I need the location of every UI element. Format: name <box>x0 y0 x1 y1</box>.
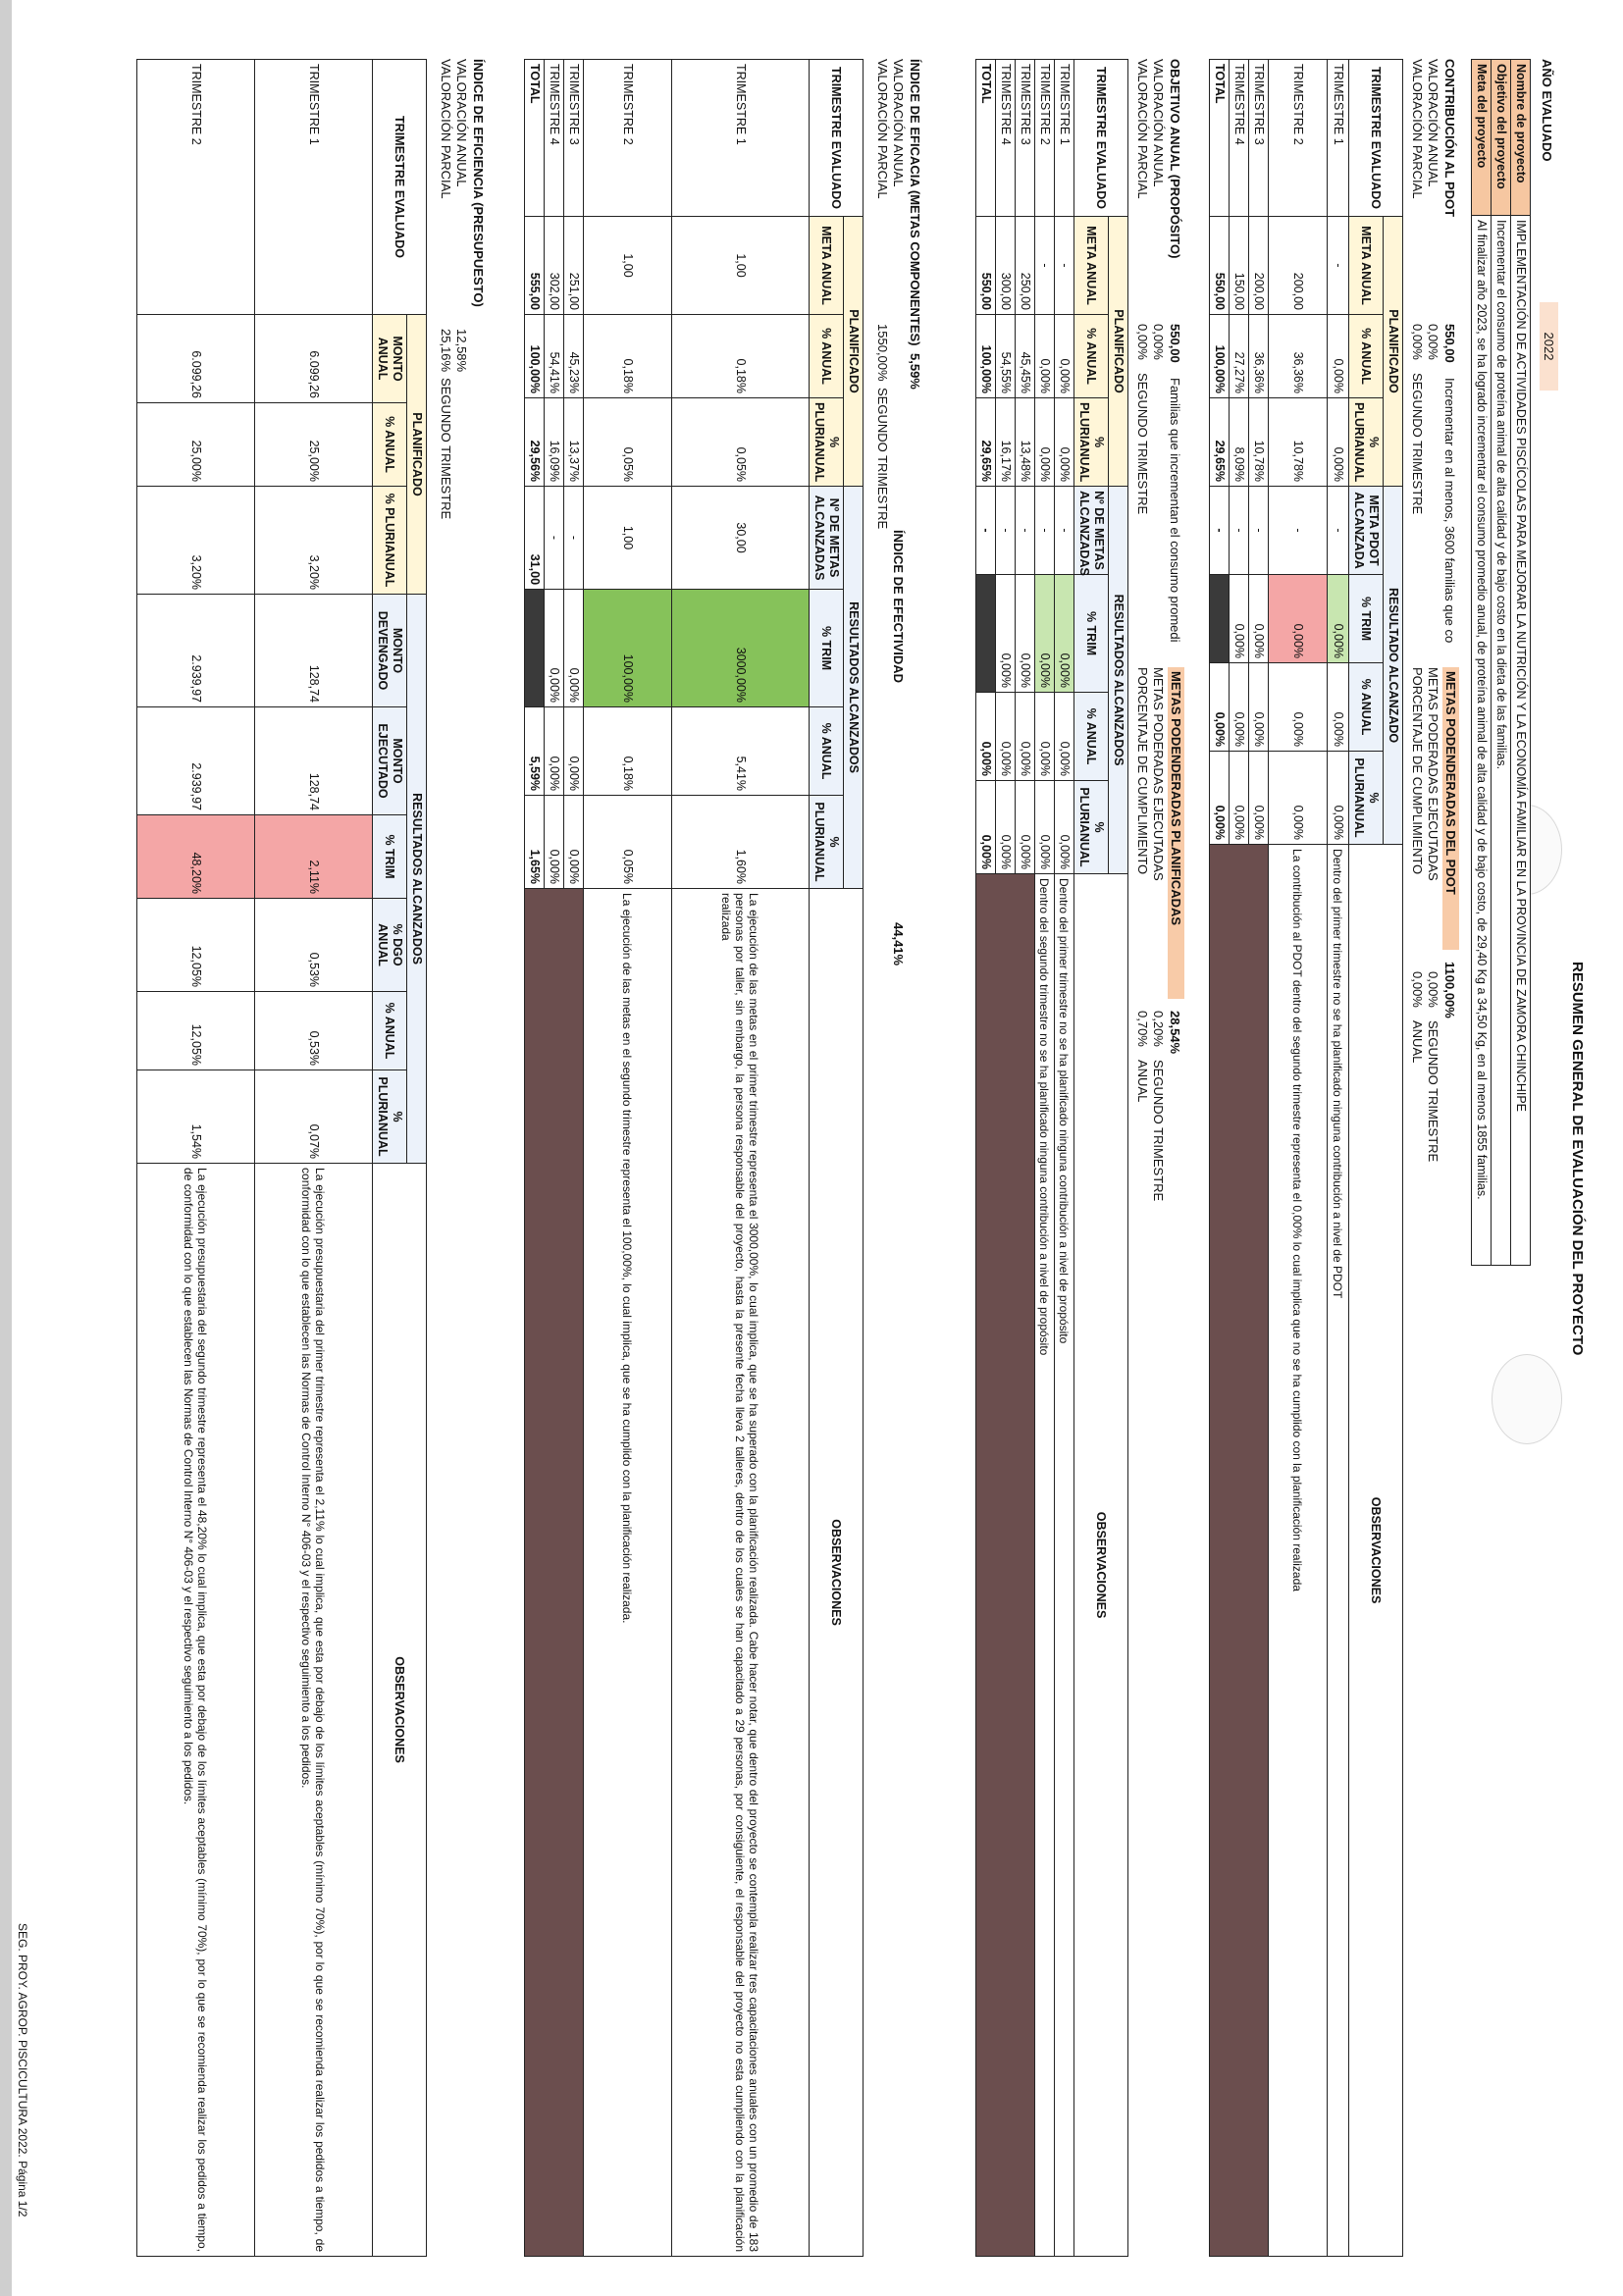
cell-monto: 6.099,26 <box>255 315 373 403</box>
objetivo-label: Objetivo del proyecto <box>1492 60 1511 216</box>
efic-col-meta-alc: Nº DE METAS ALCANZADAS <box>810 487 844 590</box>
cell-obs: La ejecución de las metas en el primer trimestre representa el 3000,00%, lo cual implica, que se ha superado con la planificación realizada. Cabe hacer notar, que dentro del proyecto se contempla realizar tres capacitaciones anuales con un promedio de 183 personas por taller, sin embargo, la persona responsable del proyecto, hasta la presente fecha lleva 2 talleres, dentro de los cuales se han capacitado a 29 personas, por consiguiente, el responsable del proyecto no esta cumpliendo con la planificación realizada <box>672 889 810 2257</box>
cell-r-anual: 0,00% <box>1035 693 1055 781</box>
table-row <box>1328 60 1349 2257</box>
cell-trim: TRIMESTRE 4 <box>545 60 564 217</box>
cell-pct-pluri: 0,05% <box>672 398 810 487</box>
cell-pct-trim: 2,11% <box>255 815 373 899</box>
pdot-col-trim: TRIMESTRE EVALUADO <box>1349 60 1403 217</box>
page-title: RESUMEN GENERAL DE EVALUACIÓN DEL PROYECTO <box>1569 962 1586 1356</box>
efi-col-pct-pluri: % PLURIANUAL <box>373 487 407 595</box>
cell-trim: TRIMESTRE 2 <box>1035 60 1055 217</box>
cell-ejecutado: 128,74 <box>255 707 373 815</box>
cell-dgo-anual: 12,05% <box>137 899 255 992</box>
cell-dark <box>1210 575 1230 663</box>
obj-col-meta-alc: Nº DE METAS ALCANZADAS <box>1074 487 1109 575</box>
cell-r-pluri: 1,54% <box>137 1070 255 1164</box>
cell-r-anual: 12,05% <box>137 992 255 1070</box>
obj-pct-cumpl-note: ANUAL <box>1135 1060 1150 1103</box>
cell-r-anual: 0,00% <box>1055 693 1074 781</box>
cell-pct-anual: 27,27% <box>1230 315 1249 398</box>
obj-val-anual-label: VALORACIÓN ANUAL <box>1151 59 1166 187</box>
cell-r-pluri: 0,00% <box>996 781 1016 874</box>
obj-val-anual: 0,00% <box>1151 324 1166 360</box>
cell-pct-pluri: 16,09% <box>545 398 564 487</box>
pdot-label: CONTRIBUCIÓN AL PDOT <box>1442 59 1457 218</box>
cell-alc: - <box>1230 487 1249 575</box>
cell-r-anual: 0,18% <box>584 707 672 796</box>
cell-obs: Dentro del primer trimestre no se ha planificado ninguna contribución a nivel de propósito <box>1055 874 1074 2257</box>
obj-value: 550,00 <box>1168 324 1182 363</box>
cell-r-pluri: 0,00% <box>1230 752 1249 845</box>
obj-val-parcial: 0,00% <box>1135 324 1150 360</box>
table-row <box>255 60 373 2257</box>
cell-alc: 1,00 <box>584 487 672 590</box>
table-row <box>584 60 672 2257</box>
eficacia-value: 5,59% <box>908 353 922 390</box>
cell-r-anual: 0,00% <box>1016 693 1035 781</box>
obj-col-pct-trim: % TRIM <box>1074 575 1109 693</box>
cell-total-label: TOTAL <box>525 60 545 217</box>
cell-r-anual: 0,00% <box>1269 663 1328 752</box>
pdot-col-r-pluri: % PLURIANUAL <box>1349 752 1384 845</box>
efi-col-obs: OBSERVACIONES <box>373 1164 427 2257</box>
cell-r-pluri: 0,00% <box>1328 752 1349 845</box>
objetivo-table <box>975 59 1128 2257</box>
cell-alc: - <box>1210 487 1230 575</box>
efic-col-resultado: RESULTADOS ALCANZADOS <box>844 487 864 889</box>
cell-trim: TRIMESTRE 3 <box>564 60 584 217</box>
cell-trim: TRIMESTRE 4 <box>1230 60 1249 217</box>
efi-col-r-anual: % ANUAL <box>373 992 407 1070</box>
cell-dark <box>976 575 996 693</box>
cell-pct-pluri: 10,78% <box>1269 398 1328 487</box>
table-row <box>1035 60 1055 2257</box>
cell-pct-anual: 54,55% <box>996 315 1016 398</box>
cell-r-anual: 5,59% <box>525 707 545 796</box>
table-row <box>1249 60 1269 2257</box>
cell-pct-anual: 0,00% <box>1328 315 1349 398</box>
table-row <box>1016 60 1035 2257</box>
cell-r-anual: 0,00% <box>976 693 996 781</box>
cell-meta: 200,00 <box>1269 217 1328 315</box>
efi-col-dgo-anual: % DGO ANUAL <box>373 899 407 992</box>
efectividad-label: ÍNDICE DE EFECTIVIDAD <box>891 530 906 684</box>
cell-r-pluri: 0,00% <box>1269 752 1328 845</box>
eficiencia-table <box>136 59 427 2257</box>
cell-r-pluri: 0,00% <box>564 796 584 889</box>
eficacia-val-anual-label: VALORACIÓN ANUAL <box>891 59 906 187</box>
efic-col-meta-anual: META ANUAL <box>810 217 844 315</box>
pdot-col-r-anual: % ANUAL <box>1349 663 1384 752</box>
eficiencia-val-anual-label: VALORACIÓN ANUAL <box>454 59 469 187</box>
cell-r-pluri: 0,00% <box>976 781 996 874</box>
cell-pct-anual: 45,45% <box>1016 315 1035 398</box>
obj-col-resultado: RESULTADOS ALCANZADOS <box>1109 487 1128 874</box>
cell-r-pluri: 1,60% <box>672 796 810 889</box>
nombre-label: Nombre de proyecto <box>1511 60 1531 216</box>
table-row <box>1055 60 1074 2257</box>
pdot-pct-cumpl-label: PORCENTAJE DE CUMPLIMIENTO <box>1410 667 1425 875</box>
pdot-col-meta-alc: META PDOT ALCANZADA <box>1349 487 1384 575</box>
pdot-table <box>1209 59 1403 2257</box>
cell-trim: TRIMESTRE 4 <box>996 60 1016 217</box>
efic-col-obs: OBSERVACIONES <box>810 889 864 2257</box>
pdot-pct-cumpl-value: 0,00% <box>1410 971 1425 1008</box>
project-info-table <box>1471 59 1531 1266</box>
obj-metas-ejec-label: METAS PODERADAS EJECUTADAS <box>1151 667 1166 881</box>
cell-total-label: TOTAL <box>1210 60 1230 217</box>
cell-pct-pluri: 0,00% <box>1055 398 1074 487</box>
cell-alc: 31,00 <box>525 487 545 590</box>
cell-obs: Dentro del primer trimestre no se ha planificado ninguna contribución a nivel de PDOT <box>1328 845 1349 2257</box>
cell-alc: - <box>545 487 564 590</box>
cell-r-anual: 0,00% <box>545 707 564 796</box>
obj-col-trim: TRIMESTRE EVALUADO <box>1074 60 1128 217</box>
cell-alc: - <box>976 487 996 575</box>
cell-pct-pluri: 29,65% <box>1210 398 1230 487</box>
efic-col-pct-pluri: % PLURIANUAL <box>810 398 844 487</box>
cell-r-anual: 0,00% <box>1328 663 1349 752</box>
table-row <box>137 60 255 2257</box>
efic-col-r-anual: % ANUAL <box>810 707 844 796</box>
cell-pct-anual: 0,00% <box>1055 315 1074 398</box>
efic-col-pct-anual: % ANUAL <box>810 315 844 398</box>
cell-r-anual: 0,00% <box>564 707 584 796</box>
cell-alc: 30,00 <box>672 487 810 590</box>
anio-value: 2022 <box>1540 302 1558 391</box>
cell-ejecutado: 2.939,97 <box>137 707 255 815</box>
cell-pct-trim: 0,00% <box>1249 575 1269 663</box>
cell-r-pluri: 0,00% <box>1249 752 1269 845</box>
cell-pct-pluri: 8,09% <box>1230 398 1249 487</box>
cell-pct-anual: 36,36% <box>1249 315 1269 398</box>
cell-pct-trim: 0,00% <box>1269 575 1328 663</box>
pdot-val-parcial-note: SEGUNDO TRIMESTRE <box>1410 373 1425 515</box>
cell-r-pluri: 0,07% <box>255 1070 373 1164</box>
cell-pct-pluri: 13,37% <box>564 398 584 487</box>
cell-pct-pluri: 16,17% <box>996 398 1016 487</box>
cell-obs-empty <box>976 874 1035 2257</box>
cell-trim: TRIMESTRE 1 <box>1328 60 1349 217</box>
cell-pct-anual: 45,23% <box>564 315 584 398</box>
nombre-value: IMPLEMENTACIÓN DE ACTIVIDADES PISCÍCOLAS PARA MEJORAR LA NUTRICIÓN Y LA ECONOMÍA FAMILIAR EN LA PROVINCIA DE ZAMORA CHINCHIPE <box>1511 216 1531 1266</box>
cell-pct-anual: 0,18% <box>672 315 810 398</box>
efi-col-r-pluri: % PLURIANUAL <box>373 1070 407 1164</box>
page-footer: SEG. PROY. AGROP. PISCICULTURA 2022. Página 1/2 <box>16 1923 29 2218</box>
eficacia-val-parcial-label: VALORACIÓN PARCIAL <box>875 59 890 199</box>
cell-r-pluri: 0,05% <box>584 796 672 889</box>
cell-meta: 1,00 <box>672 217 810 315</box>
obj-col-r-anual: % ANUAL <box>1074 693 1109 781</box>
pdot-pct-cumpl-note: ANUAL <box>1410 1020 1425 1064</box>
cell-alc: - <box>1328 487 1349 575</box>
cell-meta: - <box>1035 217 1055 315</box>
obj-metas-ejec-value: 0,20% <box>1151 1011 1166 1047</box>
efic-col-pct-trim: % TRIM <box>810 590 844 707</box>
cell-alc: - <box>1249 487 1269 575</box>
cell-pct-anual: 25,00% <box>255 403 373 487</box>
cell-pct-trim: 48,20% <box>137 815 255 899</box>
cell-obs-empty <box>525 889 584 2257</box>
cell-obs: Dentro del segundo trimestre no se ha planificado ninguna contribución a nivel de propósito <box>1035 874 1055 2257</box>
cell-pct-anual: 0,00% <box>1035 315 1055 398</box>
cell-r-anual: 5,41% <box>672 707 810 796</box>
obj-val-parcial-note: SEGUNDO TRIMESTRE <box>1135 373 1150 515</box>
cell-meta: - <box>1055 217 1074 315</box>
obj-metas-pond-value: 28,54% <box>1168 1011 1182 1055</box>
table-row <box>1269 60 1328 2257</box>
cell-obs-empty <box>1210 845 1269 2257</box>
cell-pct-anual: 25,00% <box>137 403 255 487</box>
eficiencia-val-parcial-note: SEGUNDO TRIMESTRE <box>439 378 453 520</box>
cell-devengado: 128,74 <box>255 595 373 707</box>
cell-pct-pluri: 0,00% <box>1035 398 1055 487</box>
cell-pct-trim: 0,00% <box>1035 575 1055 693</box>
cell-pct-anual: 36,36% <box>1269 315 1328 398</box>
cell-trim: TRIMESTRE 2 <box>137 60 255 315</box>
meta-label: Meta del proyecto <box>1472 60 1492 216</box>
eficacia-val-parcial: 1550,00% <box>875 324 890 382</box>
cell-pct-trim: 0,00% <box>564 590 584 707</box>
efi-col-resultado: RESULTADOS ALCANZADOS <box>407 595 427 1164</box>
cell-pct-trim: 100,00% <box>584 590 672 707</box>
pdot-col-meta-anual: META ANUAL <box>1349 217 1384 315</box>
cell-meta: 555,00 <box>525 217 545 315</box>
obj-val-parcial-label: VALORACIÓN PARCIAL <box>1135 59 1150 199</box>
cell-pct-pluri: 0,00% <box>1328 398 1349 487</box>
cell-trim: TRIMESTRE 1 <box>672 60 810 217</box>
cell-pct-anual: 100,00% <box>976 315 996 398</box>
cell-trim: TRIMESTRE 1 <box>1055 60 1074 217</box>
cell-meta: 250,00 <box>1016 217 1035 315</box>
cell-pct-trim: 0,00% <box>996 575 1016 693</box>
pdot-value: 550,00 <box>1442 324 1457 363</box>
efi-col-devengado: MONTO DEVENGADO <box>373 595 407 707</box>
pdot-val-anual: 0,00% <box>1426 324 1440 360</box>
pdot-metas-ejec-note: SEGUNDO TRIMESTRE <box>1426 1020 1440 1163</box>
efi-col-monto-anual: MONTO ANUAL <box>373 315 407 403</box>
cell-pct-pluri: 10,78% <box>1249 398 1269 487</box>
efic-col-r-pluri: % PLURIANUAL <box>810 796 844 889</box>
efic-col-planificado: PLANIFICADO <box>844 217 864 487</box>
obj-col-obs: OBSERVACIONES <box>1074 874 1128 2257</box>
cell-pct-trim: 0,00% <box>1328 575 1349 663</box>
eficacia-table <box>524 59 864 2257</box>
eficiencia-val-anual: 12,58% <box>454 329 469 373</box>
efi-col-trim: TRIMESTRE EVALUADO <box>373 60 427 315</box>
cell-trim: TRIMESTRE 1 <box>255 60 373 315</box>
cell-pct-anual: 0,18% <box>584 315 672 398</box>
cell-alc: - <box>564 487 584 590</box>
efi-col-planificado: PLANIFICADO <box>407 315 427 595</box>
cell-pct-trim: 0,00% <box>1016 575 1035 693</box>
cell-obs: La ejecución presupuestaria del segundo trimestre representa el 48,20% lo cual implica, que esta por debajo de los límites aceptables (mínimo 70%), por lo que se recomienda realizar los pedidos a tiempo, de conformidad con lo que establecen las Normas de Control Interno N° 406-03 y el respectivo seguimiento a los pedidos. <box>137 1164 255 2257</box>
cell-r-pluri: 0,00% <box>1210 752 1230 845</box>
objetivo-value: Incrementar el consumo de proteína animal de alta calidad y de bajo costo en la dieta de las familias. <box>1492 216 1511 1266</box>
cell-dark <box>525 590 545 707</box>
anio-label: AÑO EVALUADO <box>1540 59 1554 162</box>
cell-trim: TRIMESTRE 2 <box>1269 60 1328 217</box>
obj-col-planificado: PLANIFICADO <box>1109 217 1128 487</box>
pdot-col-resultado: RESULTADO ALCANZADO <box>1384 487 1403 845</box>
efectividad-value: 44,41% <box>891 922 906 966</box>
efi-col-pct-anual: % ANUAL <box>373 403 407 487</box>
cell-r-pluri: 0,00% <box>1035 781 1055 874</box>
cell-meta: 150,00 <box>1230 217 1249 315</box>
cell-meta: 200,00 <box>1249 217 1269 315</box>
cell-meta: 550,00 <box>976 217 996 315</box>
eficiencia-label: ÍNDICE DE EFICIENCIA (PRESUPUESTO) <box>471 59 486 307</box>
efi-col-ejecutado: MONTO EJECUTADO <box>373 707 407 815</box>
cell-alc: - <box>996 487 1016 575</box>
cell-obs: La ejecución de las metas en el segundo trimestre representa el 100,00%, lo cual implica, que se ha cumplido con la planificación realizada. <box>584 889 672 2257</box>
cell-pct-trim: 3000,00% <box>672 590 810 707</box>
table-row <box>564 60 584 2257</box>
pdot-metas-pond-label: METAS PODENDERADAS DEL PDOT <box>1442 667 1459 950</box>
cell-r-pluri: 1,65% <box>525 796 545 889</box>
cell-devengado: 2.939,97 <box>137 595 255 707</box>
cell-meta: 550,00 <box>1210 217 1230 315</box>
cell-r-anual: 0,00% <box>1210 663 1230 752</box>
cell-pct-pluri: 29,56% <box>525 398 545 487</box>
table-row <box>672 60 810 2257</box>
pdot-val-anual-label: VALORACIÓN ANUAL <box>1426 59 1440 187</box>
cell-pct-pluri: 3,20% <box>137 487 255 595</box>
pdot-val-parcial-label: VALORACIÓN PARCIAL <box>1410 59 1425 199</box>
cell-monto: 6.099,26 <box>137 315 255 403</box>
cell-meta: - <box>1328 217 1349 315</box>
cell-trim: TRIMESTRE 3 <box>1249 60 1269 217</box>
cell-alc: - <box>1269 487 1328 575</box>
pdot-col-pct-pluri: % PLURIANUAL <box>1349 398 1384 487</box>
obj-col-r-pluri: % PLURIANUAL <box>1074 781 1109 874</box>
eficacia-label: ÍNDICE DE EFICACIA (METAS COMPONENTES) <box>908 59 922 346</box>
obj-col-meta-anual: META ANUAL <box>1074 217 1109 315</box>
pdot-metas-ejec-label: METAS PODERADAS EJECUTADAS <box>1426 667 1440 881</box>
cell-pct-anual: 100,00% <box>525 315 545 398</box>
eficiencia-val-parcial: 25,16% <box>439 329 453 373</box>
cell-r-pluri: 0,00% <box>1055 781 1074 874</box>
cell-meta: 251,00 <box>564 217 584 315</box>
cell-alc: - <box>1035 487 1055 575</box>
cell-pct-trim: 0,00% <box>545 590 564 707</box>
pdot-metas-ejec-value: 0,00% <box>1426 971 1440 1008</box>
cell-r-anual: 0,53% <box>255 992 373 1070</box>
cell-r-anual: 0,00% <box>996 693 1016 781</box>
cell-trim: TRIMESTRE 2 <box>584 60 672 217</box>
cell-r-anual: 0,00% <box>1249 663 1269 752</box>
cell-pct-anual: 100,00% <box>1210 315 1230 398</box>
cell-r-anual: 0,00% <box>1230 663 1249 752</box>
cell-pct-pluri: 0,05% <box>584 398 672 487</box>
meta-value: Al finalizar año 2023, se ha logrado incrementar el consumo promedio anual, de proteína animal de alta calidad y de bajo costo, de 29,40 Kg a 34,50 Kg, en al menos 1855 familias. <box>1472 216 1492 1266</box>
obj-metas-pond-label: METAS PODENDERADAS PLANIFICADAS <box>1168 667 1184 999</box>
cell-obs: La contribución al PDOT dentro del segundo trimestre representa el 0,00% lo cual implica que no se ha cumplido con la planificación realizada <box>1269 845 1328 2257</box>
pdot-desc: Incrementar en al menos, 3600 familias que co <box>1442 378 1457 644</box>
obj-col-pct-anual: % ANUAL <box>1074 315 1109 398</box>
cell-total-label: TOTAL <box>976 60 996 217</box>
cell-alc: - <box>1016 487 1035 575</box>
cell-meta: 1,00 <box>584 217 672 315</box>
cell-dgo-anual: 0,53% <box>255 899 373 992</box>
cell-r-pluri: 0,00% <box>545 796 564 889</box>
cell-alc: - <box>1055 487 1074 575</box>
pdot-col-obs: OBSERVACIONES <box>1349 845 1403 2257</box>
obj-label: OBJETIVO ANUAL (PROPÓSITO) <box>1168 59 1182 259</box>
obj-col-pct-pluri: % PLURIANUAL <box>1074 398 1109 487</box>
cell-pct-anual: 54,41% <box>545 315 564 398</box>
cell-obs: La ejecución presupuestaria del primer trimestre representa el 2,11% lo cual implica, que esta por debajo de los límites aceptables (mínimo 70%), por lo que se recomienda realizar los pedidos a tiempo, de conformidad con lo que establecen las Normas de Control Interno N° 406-03 y el respectivo seguimiento a los pedidos. <box>255 1164 373 2257</box>
cell-trim: TRIMESTRE 3 <box>1016 60 1035 217</box>
document-sheet <box>0 39 1590 2276</box>
cell-meta: 300,00 <box>996 217 1016 315</box>
pdot-col-planificado: PLANIFICADO <box>1384 217 1403 487</box>
obj-metas-ejec-note: SEGUNDO TRIMESTRE <box>1151 1060 1166 1202</box>
efi-col-pct-trim: % TRIM <box>373 815 407 899</box>
pdot-col-pct-anual: % ANUAL <box>1349 315 1384 398</box>
cell-pct-pluri: 29,65% <box>976 398 996 487</box>
efic-col-trim: TRIMESTRE EVALUADO <box>810 60 864 217</box>
cell-pct-trim: 0,00% <box>1055 575 1074 693</box>
cell-r-pluri: 0,00% <box>1016 781 1035 874</box>
pdot-col-pct-trim: % TRIM <box>1349 575 1384 663</box>
cell-pct-trim: 0,00% <box>1230 575 1249 663</box>
cell-pct-pluri: 13,48% <box>1016 398 1035 487</box>
obj-pct-cumpl-label: PORCENTAJE DE CUMPLIMIENTO <box>1135 667 1150 875</box>
obj-desc: Familias que incrementan el consumo promedi <box>1168 378 1182 643</box>
pdot-metas-pond-value: 1100,00% <box>1442 962 1457 1018</box>
eficiencia-val-parcial-label: VALORACIÓN PARCIAL <box>439 59 453 199</box>
pdot-val-parcial: 0,00% <box>1410 324 1425 360</box>
cell-meta: 302,00 <box>545 217 564 315</box>
obj-pct-cumpl-value: 0,70% <box>1135 1011 1150 1047</box>
cell-pct-pluri: 3,20% <box>255 487 373 595</box>
eficacia-val-parcial-note: SEGUNDO TRIMESTRE <box>875 388 890 530</box>
